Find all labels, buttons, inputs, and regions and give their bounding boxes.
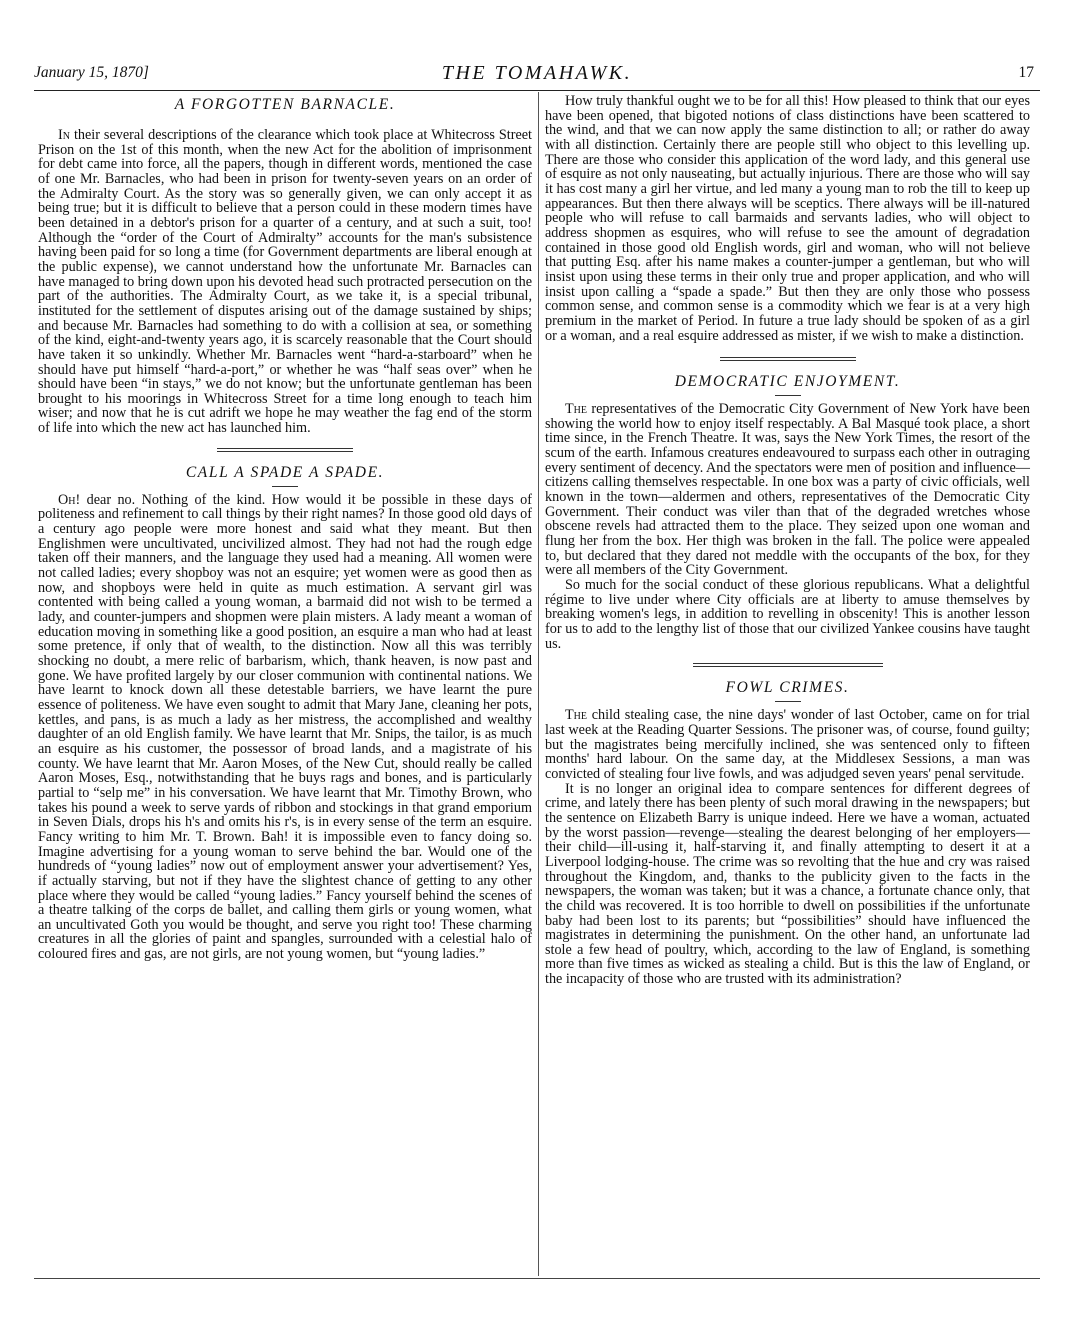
paragraph-text: dear no. Nothing of the kind. How would it be possible in these days of politeness and refinement to call things by their right names? In those good old days of a century ago people were more honest and said what they meant. But then Englishmen were uncultivated, uncivilized almost. They had not had the rough edge taken off their manners, and the language they used had a meaning. All women were not called ladies; every shopboy was not an esquire; yet women were as good then as now, and shopboys were held in quite as much estimation. A servant girl was contented with being called a young woman, a barmaid did not wish to be termed a lady, and counter-jumpers and shopmen were plain misters. A lady meant a woman of education moving in something like a good position, an esquire a man who had at least some pretence, if only that of wealth, to the distinction. Now all this was terribly shocking no doubt, a mere relic of barbarism, which, thank heaven, is now past and gone. We have profited largely by our closer communion with continental nations. We have learnt to knock down all these detestable barriers, we have learnt the pure essence of politeness. We have even sought to admit that Mary Jane, cleaning her pots, kettles, and pans, is as much a lady as her mistress, the accomplished and wealthy daughter of an old English family. We have learnt that Mr. Snips, the tailor, is as much an esquire as his customer, the possessor of broad lands, and a magistrate of his county. We have learnt that Mr. Aaron Moses, of the New Cut, should really be called Aaron Moses, Esq., notwithstanding that he buys rags and bones, and is particularly partial to “selp me” in his conversation. We have learnt that Mr. Timothy Brown, who takes his pound a week to serve yards of ribbon and stockings in that grand emporium in Seven Dials, drops his h's and omits his r's, is in every sense of the term an esquire. Fancy writing to him Mr. T. Brown. Bah! it is impossible even to fancy doing so. Imagine advertising for a young woman to serve behind the bar. Would one of the hundreds of “young ladies” now out of employment answer your advertisement? Yes, if actually starving, but not if they have the slightest chance of getting to any other place where they would be called “young ladies.” Fancy yourself behind the scenes of a theatre talking of the corps de ballet, and calling them girls or young women, what an uncultivated Goth you would be thought, and serve you right too! These charming creatures in all the glories of paint and spangles, surrounded with a celestial halo of coloured fires and gas, are not girls, are not young women, but “young ladies.”	[38, 491, 532, 963]
paragraph-text: It is no longer an original idea to compare sentences for different degrees of crime, and lately there has been plenty of such moral drawing in the newspapers; but the sentence on Elizabeth Barry is unique indeed. Here we have a woman, actuated by the worst passion—revenge—stealing the dearest belonging of her employers—their child—ill-using it, half-starving it, and finally attempting to desert it at a Liverpool lodging-house. The crime was so revolting that the hue and cry was raised throughout the Kingdom, and, thanks to the publicity given to the facts in the newspapers, the woman was taken; but it was a chance, a fortunate chance only, that the child was recovered. It is too horrible to dwell on possibilities if the unfortunate baby had been lost to its parents; but “possibilities” should have influenced the magistrates in determining the punishment. On the other hand, an unfortunate lad stole a few head of poultry, which, according to the law of England, is something more than five times as wicked as stealing a child. But is this the law of England, or the incapacity of those who are trusted with its administration?	[545, 780, 1030, 988]
paragraph-text: So much for the social conduct of these glorious republicans. What a delightful régime to live under where City officials are at liberty to amuse themselves by breaking women's legs, in addition to revelling in obscenity! This is another lesson for us to add to the lengthy list of those that our civilized Yankee cousins have taught us.	[545, 577, 1030, 652]
section-rule	[693, 663, 883, 667]
paragraph-text: How truly thankful ought we to be for all this! How pleased to think that our eyes have been opened, that bigoted notions of class distinctions have been scattered to the wind, and that we can now apply the same distinction to all; or rather do away with all distinction. Certainly there are people still who object to this levelling up. There are those who consider this application of the word lady, and this general use of esquire as not only nauseating, but actually injurious. There are those who will say it has cost many a girl her virtue, and led many a young man to rob the till to keep up appearances. But then there always will be sceptics. There always will be ill-natured people who will refuse to call barmaids and servants ladies, who will object to address shopmen as esquires, who will refuse to see the amount of degradation contained in those good old English words, girl and woman, who will not believe that putting Esq. after his name makes a counter-jumper a gentleman, but who will insist upon using these terms in their only true and proper application, and who will insist upon calling a “spade a spade.” But then they are only those who possess common sense, and common sense is a commodity which we fear is at a very high premium in the market of Period. In future a true lady should be spoken of as a girl or a woman, and a real esquire addressed as mister, if we wish to make a distinction.	[545, 93, 1030, 344]
title-dash	[775, 701, 801, 702]
paragraph-text: their several descriptions of the clearance which took place at Whitecross Street Prison on the 1st of this month, when the new Act for the abolition of imprisonment for debt came into force, all the papers, though in different words, mentioned the case of one Mr. Barnacles, who had been in prison for twenty-seven years on an order of the Admiralty Court. As the story was so generally given, we can only accept it as being true; but it is difficult to believe that a person could in these modern times have been detained in a debtor's prison for a quarter of a century, and at such a suit, too! Although the “order of the Court of Admiralty” accounts for the man's subsistence having been paid for so long a time (for Government departments are liberal enough at the public expense), we cannot understand how the unfortunate Mr. Barnacles can have managed to bring down upon his devoted head such protracted persecution on the part of the authorities. The Admiralty Court, as we take it, is a special tribunal, instituted for the settlement of disputes arising out of the damage sustained by ships; and because Mr. Barnacles had something to do with a collision at sea, or something of the kind, eight-and-twenty years ago, it is scarcely reasonable that the Court should have taken it so unkindly. Whether Mr. Barnacles went “hard-a-starboard” when he should have put himself “hard-a-port,” or whether he was “half seas over” when he should have been “in stays,” we do not know; but the unfortunate gentleman has been brought to his moorings in Whitecross Street for a time long enough to teach him wiser; and now that he is cut adrift we hope he may weather the fag end of the storm of life into which the new act has launched him.	[38, 127, 532, 437]
article-paragraph	[38, 493, 532, 962]
article-paragraph	[545, 708, 1030, 781]
column-divider	[538, 92, 539, 1276]
header-rule	[34, 90, 1040, 91]
issue-date: January 15, 1870]	[34, 64, 149, 81]
title-dash	[775, 395, 801, 396]
publication-title: THE TOMAHAWK.	[441, 62, 633, 84]
article-title: DEMOCRATIC ENJOYMENT.	[674, 373, 901, 391]
article-title: CALL A SPADE A SPADE.	[185, 463, 385, 481]
masthead	[34, 64, 1040, 88]
lead-word: The	[565, 707, 587, 724]
paragraph-text: representatives of the Democratic City Government of New York have been showing the world how to enjoy itself respectably. A Bal Masqué took place, a short time since, in the French Theatre. It was, says the New York Times, the resort of the scum of the earth. Infamous creatures endeavoured to surpass each other in outraging every sentiment of decency. And the spectators were men of position and influence—citizens calling themselves respectable. In one box was a party of civic officials, well known in the town—aldermen and others, representatives of the Democratic City Government. Their conduct was viler than that of the degraded wretches whose obscene revels had attracted them to the place. They seized upon one woman and flung her from the box. Her thigh was broken in the fall. The police were appealed to, but declared that they dared not meddle with the occupants of the box, for they were all members of the City Government.	[545, 401, 1030, 579]
paragraph-text: child stealing case, the nine days' wonder of last October, came on for trial last week at the Reading Quarter Sessions. The prisoner was, of course, found guilty; but the magistrates being mercifully inclined, she was sentenced only to fifteen months' hard labour. On the same day, at the Middlesex Sessions, a man was convicted of stealing four live fowls, and was adjudged seven years' penal servitude.	[545, 707, 1030, 782]
article-paragraph	[545, 782, 1030, 987]
article-paragraph	[38, 128, 532, 436]
article-title: FOWL CRIMES.	[725, 679, 850, 697]
section-rule	[217, 448, 353, 452]
right-column	[545, 94, 1030, 987]
section-rule	[720, 357, 856, 361]
footer-rule	[34, 1278, 1040, 1279]
title-dash	[272, 486, 298, 487]
article-paragraph	[545, 578, 1030, 651]
lead-word: In	[58, 127, 70, 143]
article-paragraph	[545, 402, 1030, 578]
left-column	[38, 94, 532, 962]
article-fowl-crimes	[545, 679, 1030, 986]
article-democratic-enjoyment	[545, 373, 1030, 651]
article-title: A FORGOTTEN BARNACLE.	[174, 96, 396, 113]
lead-word: The	[565, 401, 587, 418]
article-call-a-spade	[38, 464, 532, 962]
page-number: 17	[1018, 64, 1034, 81]
lead-word: Oh!	[58, 491, 81, 508]
article-paragraph-continued	[545, 94, 1030, 343]
article-forgotten-barnacle	[38, 96, 532, 436]
